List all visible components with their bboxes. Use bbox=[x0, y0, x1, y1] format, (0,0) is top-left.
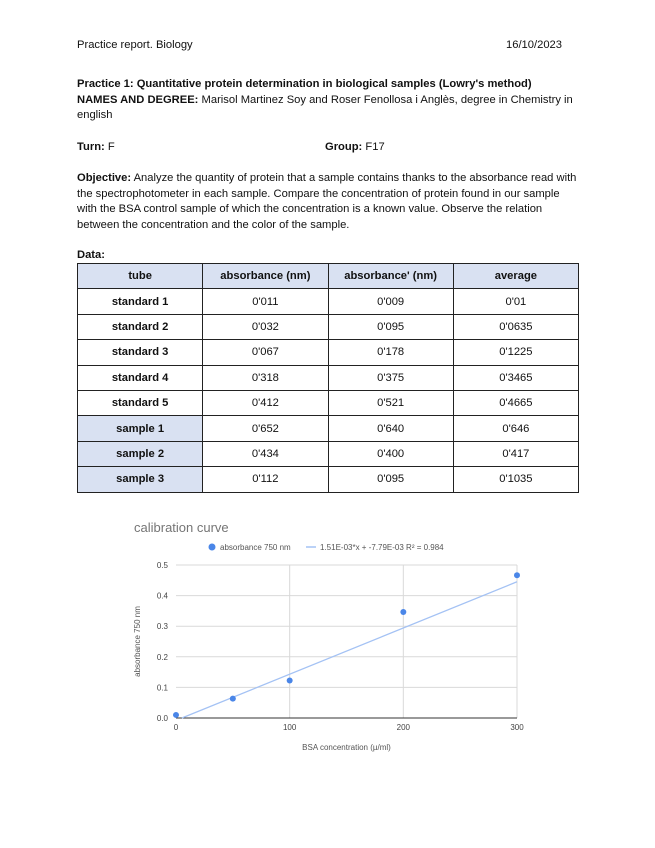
absorbance-prime-cell: 0'521 bbox=[328, 390, 453, 415]
practice-title bbox=[77, 77, 577, 93]
col-header-tube: tube bbox=[78, 264, 203, 289]
absorbance-prime-cell: 0'640 bbox=[328, 416, 453, 441]
header-date: 16/10/2023 bbox=[506, 39, 562, 51]
tube-cell: standard 2 bbox=[78, 314, 203, 339]
turn-value: F bbox=[107, 141, 115, 153]
absorbance-prime-cell: 0'009 bbox=[328, 289, 453, 314]
absorbance-cell: 0'067 bbox=[203, 340, 328, 365]
title-block bbox=[77, 77, 577, 124]
absorbance-cell: 0'112 bbox=[203, 467, 328, 492]
objective-block bbox=[77, 171, 577, 233]
tube-cell: sample 3 bbox=[78, 467, 203, 492]
x-tick-label: 300 bbox=[510, 723, 524, 732]
absorbance-prime-cell: 0'178 bbox=[328, 340, 453, 365]
names-label: NAMES AND DEGREE: bbox=[77, 93, 199, 106]
x-tick-label: 100 bbox=[282, 723, 297, 732]
absorbance-prime-cell: 0'400 bbox=[328, 441, 453, 466]
y-tick-label: 0.0 bbox=[156, 714, 168, 723]
absorbance-cell: 0'652 bbox=[203, 416, 328, 441]
data-point bbox=[287, 678, 293, 684]
col-header-average: average bbox=[453, 264, 578, 289]
table-row bbox=[78, 441, 579, 466]
tube-cell: standard 1 bbox=[78, 289, 203, 314]
group-label: Group: bbox=[325, 141, 363, 153]
y-tick-label: 0.3 bbox=[156, 622, 168, 632]
average-cell: 0'417 bbox=[453, 441, 578, 466]
absorbance-prime-cell: 0'375 bbox=[328, 365, 453, 390]
legend-label-trendline: 1.51E-03*x + -7.79E-03 R² = 0.984 bbox=[320, 543, 444, 552]
average-cell: 0'0635 bbox=[453, 314, 578, 339]
absorbance-prime-cell: 0'095 bbox=[328, 314, 453, 339]
average-cell: 0'1035 bbox=[453, 467, 578, 492]
tube-cell: standard 4 bbox=[78, 365, 203, 390]
average-cell: 0'01 bbox=[453, 289, 578, 314]
data-table bbox=[77, 263, 579, 493]
data-label: Data: bbox=[77, 249, 105, 261]
names-text: Marisol Martinez Soy and Roser Fenollosa i Anglès, degree in Chemistry in english bbox=[77, 93, 573, 121]
y-axis-label: absorbance 750 nm bbox=[133, 606, 142, 677]
y-tick-label: 0.2 bbox=[156, 652, 168, 662]
table-row bbox=[78, 340, 579, 365]
x-axis-label: BSA concentration (µ/ml) bbox=[302, 743, 391, 752]
average-cell: 0'1225 bbox=[453, 340, 578, 365]
legend-marker-points bbox=[209, 544, 216, 551]
objective-text: Analyze the quantity of protein that a sample contains thanks to the absorbance read with the spectrophotometer in each sample. Compare the concentration of protein found in our sample with the BSA control sample of which the concentration is a known value. Observe the relation between the concentration and the color of the sample. bbox=[77, 172, 577, 231]
col-header-absorbance: absorbance (nm) bbox=[203, 264, 328, 289]
x-tick-label: 0 bbox=[173, 723, 179, 732]
absorbance-cell: 0'011 bbox=[203, 289, 328, 314]
practice-text: Quantitative protein determination in biological samples (Lowry's method) bbox=[136, 78, 532, 90]
absorbance-cell: 0'032 bbox=[203, 314, 328, 339]
table-row bbox=[78, 289, 579, 314]
data-point bbox=[514, 572, 520, 578]
objective-label: Objective: bbox=[77, 172, 132, 184]
group-value: F17 bbox=[365, 141, 385, 153]
turn-label: Turn: bbox=[77, 141, 105, 153]
absorbance-cell: 0'412 bbox=[203, 390, 328, 415]
average-cell: 0'4665 bbox=[453, 390, 578, 415]
absorbance-cell: 0'434 bbox=[203, 441, 328, 466]
col-header-absorbance-prime: absorbance' (nm) bbox=[328, 264, 453, 289]
average-cell: 0'646 bbox=[453, 416, 578, 441]
table-row bbox=[78, 416, 579, 441]
data-point bbox=[230, 696, 236, 702]
tube-cell: sample 1 bbox=[78, 416, 203, 441]
header-left: Practice report. Biology bbox=[77, 39, 193, 51]
tube-cell: sample 2 bbox=[78, 441, 203, 466]
average-cell: 0'3465 bbox=[453, 365, 578, 390]
absorbance-prime-cell: 0'095 bbox=[328, 467, 453, 492]
y-tick-label: 0.4 bbox=[156, 591, 168, 601]
data-point bbox=[400, 609, 406, 615]
tube-cell: standard 3 bbox=[78, 340, 203, 365]
group-line bbox=[325, 140, 525, 156]
table-row bbox=[78, 314, 579, 339]
names-line bbox=[77, 93, 577, 124]
chart-title: calibration curve bbox=[134, 520, 229, 535]
y-tick-label: 0.5 bbox=[156, 561, 168, 570]
legend-label-points: absorbance 750 nm bbox=[220, 543, 291, 552]
absorbance-cell: 0'318 bbox=[203, 365, 328, 390]
data-point bbox=[173, 712, 179, 718]
table-row bbox=[78, 467, 579, 492]
x-tick-label: 200 bbox=[396, 723, 411, 732]
y-tick-label: 0.1 bbox=[156, 683, 168, 693]
practice-label: Practice 1: bbox=[77, 78, 134, 90]
table-row bbox=[78, 365, 579, 390]
tube-cell: standard 5 bbox=[78, 390, 203, 415]
table-row bbox=[78, 390, 579, 415]
calibration-curve-chart bbox=[124, 515, 534, 760]
table-header-row bbox=[78, 264, 579, 289]
